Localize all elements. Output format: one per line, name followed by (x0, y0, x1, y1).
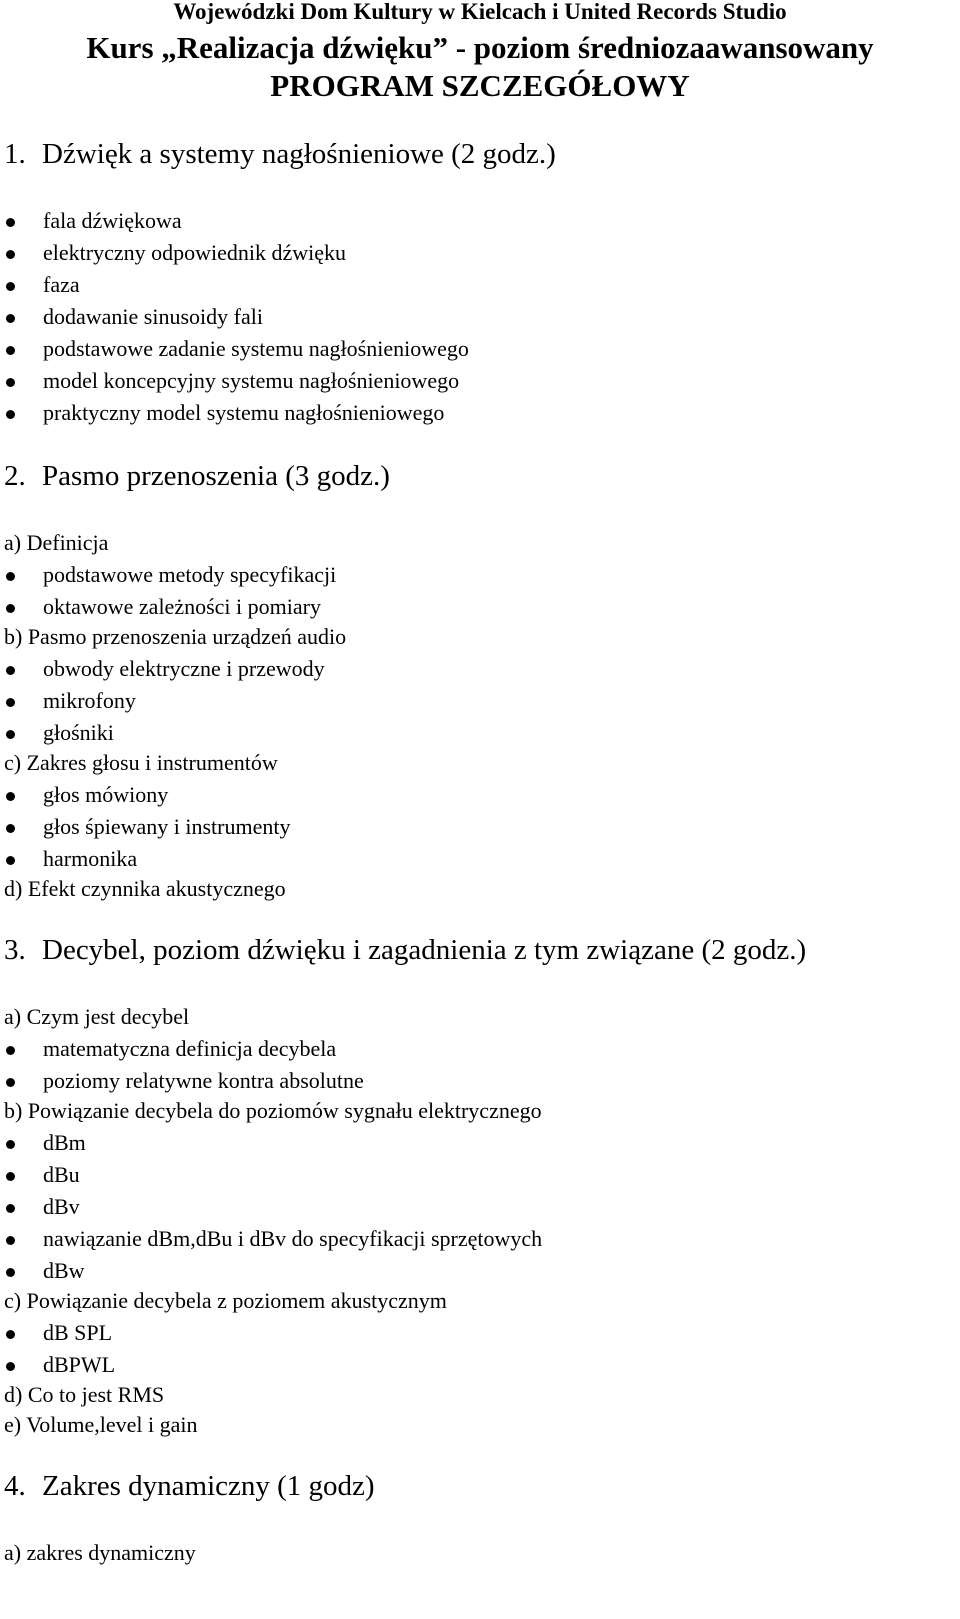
section-heading-1 (4, 140, 556, 169)
bullet-icon (6, 1236, 15, 1245)
list-item: dBw (43, 1258, 85, 1283)
section-title: Zakres dynamiczny (1 godz) (42, 1470, 375, 1502)
bullet-icon (6, 250, 15, 259)
list-item: dBu (43, 1162, 80, 1187)
bullet-icon (6, 698, 15, 707)
list-item: harmonika (43, 846, 138, 871)
list-item: dBm (43, 1130, 86, 1155)
list-item: oktawowe zależności i pomiary (43, 594, 321, 619)
list-item: dB SPL (43, 1320, 113, 1345)
bullet-icon (6, 1204, 15, 1213)
list-item: dodawanie sinusoidy fali (43, 304, 263, 329)
bullet-icon (6, 1330, 15, 1339)
section-title: Decybel, poziom dźwięku i zagadnienia z tym związane (2 godz.) (42, 934, 807, 966)
list-item: podstawowe metody specyfikacji (43, 562, 337, 587)
subsection-label: b) Pasmo przenoszenia urządzeń audio (4, 624, 347, 649)
subsection-label: d) Efekt czynnika akustycznego (4, 876, 286, 901)
section-number: 4. (4, 1470, 26, 1502)
bullet-icon (6, 856, 15, 865)
bullet-icon (6, 1268, 15, 1277)
list-item: poziomy relatywne kontra absolutne (43, 1068, 364, 1093)
subsection-label: e) Volume,level i gain (4, 1412, 198, 1437)
section-title: Pasmo przenoszenia (3 godz.) (42, 460, 390, 492)
subsection-label: b) Powiązanie decybela do poziomów sygnału elektrycznego (4, 1098, 542, 1123)
bullet-icon (6, 572, 15, 581)
section-heading-4 (4, 1472, 375, 1501)
section-number: 2. (4, 460, 26, 492)
section-heading-2 (4, 462, 390, 491)
bullet-icon (6, 1362, 15, 1371)
bullet-icon (6, 1046, 15, 1055)
list-item: dBPWL (43, 1352, 116, 1377)
list-item: faza (43, 272, 80, 297)
list-item: nawiązanie dBm,dBu i dBv do specyfikacji sprzętowych (43, 1226, 543, 1251)
bullet-icon (6, 730, 15, 739)
program-title: PROGRAM SZCZEGÓŁOWY (270, 68, 690, 103)
list-item: głos mówiony (43, 782, 169, 807)
bullet-icon (6, 604, 15, 613)
bullet-icon (6, 1078, 15, 1087)
list-item: elektryczny odpowiednik dźwięku (43, 240, 347, 265)
organizer-line: Wojewódzki Dom Kultury w Kielcach i United Records Studio (173, 0, 787, 24)
list-item: podstawowe zadanie systemu nagłośnieniowego (43, 336, 469, 361)
list-item: model koncepcyjny systemu nagłośnieniowego (43, 368, 460, 393)
list-item: praktyczny model systemu nagłośnieniowego (43, 400, 445, 425)
list-item: głos śpiewany i instrumenty (43, 814, 291, 839)
list-item: dBv (43, 1194, 80, 1219)
section-heading-3 (4, 936, 806, 965)
bullet-icon (6, 666, 15, 675)
bullet-icon (6, 218, 15, 227)
list-item: głośniki (43, 720, 114, 745)
bullet-icon (6, 346, 15, 355)
list-item: matematyczna definicja decybela (43, 1036, 337, 1061)
section-number: 3. (4, 934, 26, 966)
course-title: Kurs „Realizacja dźwięku” - poziom średniozaawansowany (86, 30, 874, 65)
bullet-icon (6, 824, 15, 833)
list-item: fala dźwiękowa (43, 208, 182, 233)
bullet-icon (6, 314, 15, 323)
subsection-label: a) Definicja (4, 530, 109, 555)
subsection-label: a) Czym jest decybel (4, 1004, 190, 1029)
subsection-label: a) zakres dynamiczny (4, 1540, 196, 1565)
bullet-icon (6, 1172, 15, 1181)
section-number: 1. (4, 138, 26, 170)
bullet-icon (6, 792, 15, 801)
subsection-label: c) Powiązanie decybela z poziomem akustycznym (4, 1288, 447, 1313)
bullet-icon (6, 378, 15, 387)
subsection-label: d) Co to jest RMS (4, 1382, 165, 1407)
subsection-label: c) Zakres głosu i instrumentów (4, 750, 278, 775)
section-title: Dźwięk a systemy nagłośnieniowe (2 godz.) (42, 138, 556, 170)
list-item: obwody elektryczne i przewody (43, 656, 325, 681)
bullet-icon (6, 410, 15, 419)
list-item: mikrofony (43, 688, 136, 713)
bullet-icon (6, 1140, 15, 1149)
bullet-icon (6, 282, 15, 291)
